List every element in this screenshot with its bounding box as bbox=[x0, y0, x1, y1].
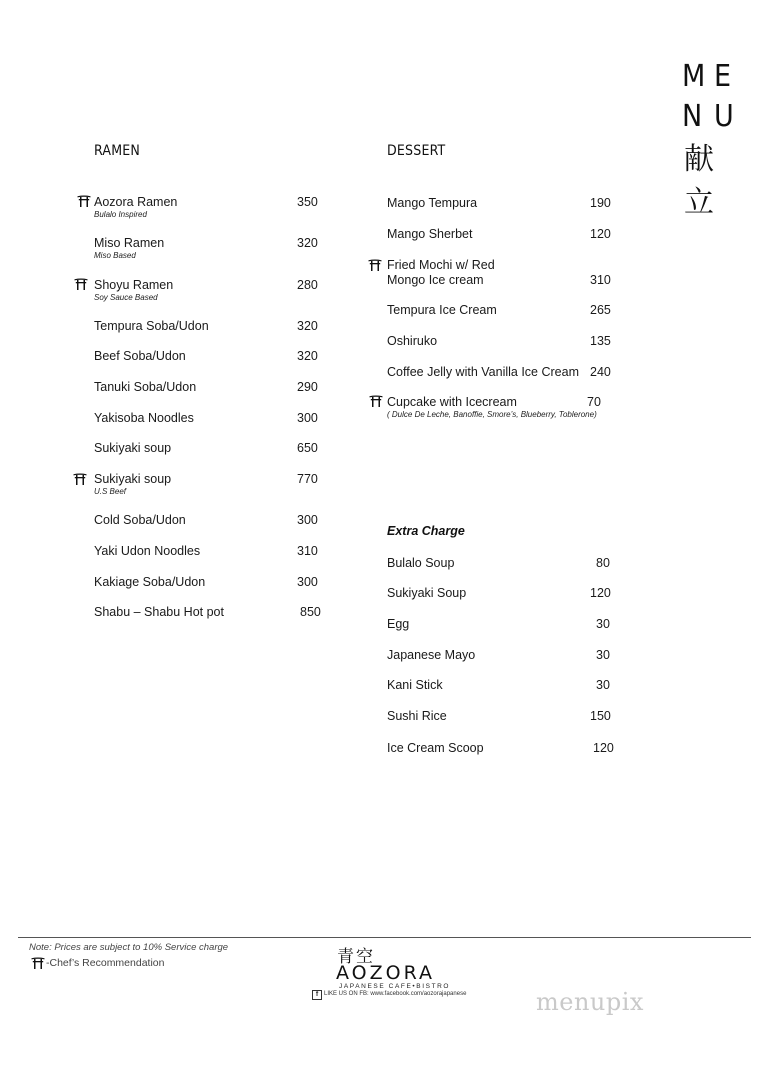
torii-gate-icon bbox=[368, 259, 382, 271]
menu-letter-u: U bbox=[714, 99, 734, 134]
item-name: Sukiyaki soup bbox=[94, 441, 172, 455]
item-name: Mango Sherbet bbox=[387, 227, 473, 241]
item-price: 240 bbox=[590, 365, 611, 379]
menu-letter-n: N bbox=[682, 99, 703, 134]
item-price: 120 bbox=[590, 586, 611, 600]
item-name: Kani Stick bbox=[387, 678, 443, 692]
item-name: Yakisoba Noodles bbox=[94, 411, 194, 425]
item-description: ( Dulce De Leche, Banoffie, Smore’s, Blueberry, Toblerone) bbox=[387, 410, 597, 419]
item-name: Shabu – Shabu Hot pot bbox=[94, 605, 224, 619]
dessert-section-title: DESSERT bbox=[387, 143, 446, 159]
item-price: 320 bbox=[297, 319, 318, 333]
torii-gate-icon bbox=[74, 278, 88, 290]
ramen-section-title: RAMEN bbox=[94, 143, 141, 159]
item-name: Tempura Soba/Udon bbox=[94, 319, 209, 333]
item-name: Ice Cream Scoop bbox=[387, 741, 484, 755]
item-name: Tempura Ice Cream bbox=[387, 303, 497, 317]
item-name: Sushi Rice bbox=[387, 709, 447, 723]
item-name-line2: Mongo Ice cream bbox=[387, 273, 484, 287]
item-price: 320 bbox=[297, 236, 318, 250]
item-name: Shoyu Ramen bbox=[94, 278, 174, 292]
torii-gate-icon bbox=[31, 957, 45, 969]
item-price: 30 bbox=[596, 648, 610, 662]
item-name: Sukiyaki soup bbox=[94, 472, 172, 486]
chef-recommendation-legend: -Chef’s Recommendation bbox=[46, 957, 165, 969]
facebook-link[interactable]: LIKE US ON FB: www.facebook.com/aozorajapanese bbox=[324, 991, 467, 997]
item-price: 300 bbox=[297, 411, 318, 425]
footer-divider bbox=[18, 937, 751, 938]
torii-gate-icon bbox=[73, 473, 87, 485]
watermark: menupix bbox=[536, 988, 644, 1016]
service-charge-note: Note: Prices are subject to 10% Service charge bbox=[29, 942, 229, 953]
facebook-icon[interactable]: f bbox=[312, 990, 322, 1000]
item-price: 30 bbox=[596, 678, 610, 692]
brand-subtitle: JAPANESE CAFE•BISTRO bbox=[339, 983, 451, 990]
torii-gate-icon bbox=[77, 195, 91, 207]
item-price: 150 bbox=[590, 709, 611, 723]
menu-kanji-ken: 献 bbox=[684, 142, 714, 177]
item-price: 120 bbox=[590, 227, 611, 241]
item-name: Yaki Udon Noodles bbox=[94, 544, 201, 558]
item-price: 310 bbox=[297, 544, 318, 558]
item-price: 300 bbox=[297, 575, 318, 589]
item-name: Aozora Ramen bbox=[94, 195, 178, 209]
item-price: 120 bbox=[593, 741, 614, 755]
item-description: U.S Beef bbox=[94, 487, 127, 496]
item-name: Miso Ramen bbox=[94, 236, 165, 250]
menu-letter-m: M bbox=[682, 59, 706, 94]
item-name: Beef Soba/Udon bbox=[94, 349, 186, 363]
item-name: Egg bbox=[387, 617, 410, 631]
menu-kanji-ritsu: 立 bbox=[684, 185, 714, 220]
item-price: 350 bbox=[297, 195, 318, 209]
extra-charge-title: Extra Charge bbox=[387, 524, 465, 538]
item-price: 135 bbox=[590, 334, 611, 348]
item-price: 300 bbox=[297, 513, 318, 527]
item-name: Cupcake with Icecream bbox=[387, 395, 517, 409]
item-price: 770 bbox=[297, 472, 318, 486]
item-price: 265 bbox=[590, 303, 611, 317]
item-name: Cold Soba/Udon bbox=[94, 513, 186, 527]
item-name: Coffee Jelly with Vanilla Ice Cream bbox=[387, 365, 579, 379]
item-price: 850 bbox=[300, 605, 321, 619]
item-description: Soy Sauce Based bbox=[94, 293, 158, 302]
item-price: 280 bbox=[297, 278, 318, 292]
brand-name: AOZORA bbox=[336, 962, 436, 984]
item-description: Bulalo Inspired bbox=[94, 210, 147, 219]
item-name: Sukiyaki Soup bbox=[387, 586, 467, 600]
item-price: 290 bbox=[297, 380, 318, 394]
item-price: 30 bbox=[596, 617, 610, 631]
item-name: Mango Tempura bbox=[387, 196, 478, 210]
item-name: Japanese Mayo bbox=[387, 648, 476, 662]
item-name: Bulalo Soup bbox=[387, 556, 455, 570]
item-price: 650 bbox=[297, 441, 318, 455]
menu-letter-e: E bbox=[714, 59, 732, 94]
item-price: 70 bbox=[587, 395, 601, 409]
brand-kanji: 青空 bbox=[337, 947, 375, 967]
item-price: 310 bbox=[590, 273, 611, 287]
item-price: 320 bbox=[297, 349, 318, 363]
item-name: Oshiruko bbox=[387, 334, 438, 348]
item-price: 190 bbox=[590, 196, 611, 210]
item-name: Fried Mochi w/ Red bbox=[387, 258, 495, 272]
item-name: Kakiage Soba/Udon bbox=[94, 575, 206, 589]
item-name: Tanuki Soba/Udon bbox=[94, 380, 197, 394]
item-price: 80 bbox=[596, 556, 610, 570]
torii-gate-icon bbox=[369, 395, 383, 407]
item-description: Miso Based bbox=[94, 251, 136, 260]
